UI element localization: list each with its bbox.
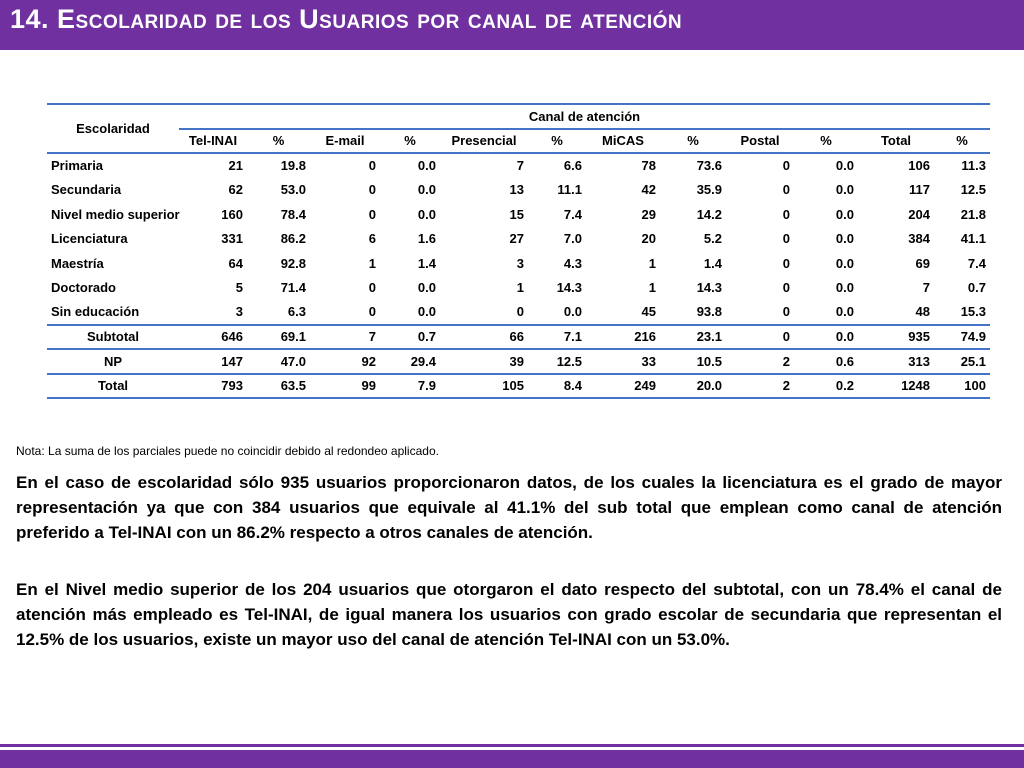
column-header: E-mail	[310, 129, 380, 154]
table-cell: 0.0	[835, 304, 854, 320]
row-label: Nivel medio superior	[51, 206, 180, 222]
footer-bar	[0, 750, 1024, 768]
table-row	[47, 178, 990, 203]
table-cell: 3	[235, 304, 243, 320]
table-cell: 29	[641, 206, 656, 222]
column-header: Tel-INAI	[179, 129, 247, 154]
table-cell: 27	[509, 231, 524, 247]
table-cell: 8.4	[528, 374, 586, 399]
table-column-header-row	[47, 129, 990, 154]
table-cell: 3	[516, 255, 524, 271]
table-cell: 66	[440, 325, 528, 350]
table-cell: 0.7	[967, 280, 986, 296]
table-cell: 646	[179, 325, 247, 350]
table-cell: 0.0	[835, 206, 854, 222]
table-cell: 20	[641, 231, 656, 247]
table-cell: 7.4	[967, 255, 986, 271]
table-cell: 13	[509, 182, 524, 198]
table-cell: 92.8	[280, 255, 306, 271]
table-cell: 117	[909, 182, 930, 198]
table-row	[47, 300, 990, 325]
table-cell: 47.0	[247, 349, 310, 374]
row-label: NP	[47, 349, 179, 374]
table-cell: 92	[310, 349, 380, 374]
table-row	[47, 325, 990, 350]
table-cell: 0.0	[794, 325, 858, 350]
table-cell: 5.2	[703, 231, 722, 247]
table-cell: 53.0	[280, 182, 306, 198]
table-cell: 0	[782, 304, 790, 320]
table-cell: 384	[908, 231, 930, 247]
table-cell: 0	[782, 280, 790, 296]
table-body	[47, 153, 990, 398]
table-cell: 39	[440, 349, 528, 374]
row-label: Total	[47, 374, 179, 399]
table-cell: 35.9	[696, 182, 722, 198]
table-row	[47, 374, 990, 399]
table-cell: 1248	[858, 374, 934, 399]
table-cell: 23.1	[660, 325, 726, 350]
schooling-table	[47, 103, 990, 399]
table-cell: 1.4	[703, 255, 722, 271]
table-cell: 793	[179, 374, 247, 399]
table-cell: 0	[782, 255, 790, 271]
column-header: %	[934, 129, 990, 154]
table-cell: 7	[922, 280, 930, 296]
table-cell: 160	[221, 206, 243, 222]
row-label: Doctorado	[51, 280, 116, 296]
column-header: Presencial	[440, 129, 528, 154]
column-header: MiCAS	[586, 129, 660, 154]
table-cell: 105	[440, 374, 528, 399]
table-cell: 14.3	[556, 280, 582, 296]
table-cell: 2	[726, 374, 794, 399]
table-cell: 11.1	[557, 182, 582, 198]
table-cell: 64	[228, 255, 243, 271]
row-label: Maestría	[51, 255, 104, 271]
table-row	[47, 276, 990, 301]
page-title: 14. Escolaridad de los Usuarios por canal de atención	[10, 4, 683, 34]
table-cell: 249	[586, 374, 660, 399]
table-cell: 0	[782, 182, 790, 198]
table-cell: 1.6	[417, 231, 436, 247]
table-cell: 0.0	[835, 231, 854, 247]
table-cell: 25.1	[934, 349, 990, 374]
paragraph-nivel-medio: En el Nivel medio superior de los 204 usuarios que otorgaron el dato respecto del subtotal, con un 78.4% el canal de atención más empleado es Tel-INAI, de igual manera los usuarios con grado escolar de secundaria que representan el 12.5% de los usuarios, existe un mayor uso del canal de atención Tel-INAI con un 53.0%.	[16, 580, 1002, 649]
table-cell: 7.4	[563, 206, 582, 222]
table-cell: 4.3	[563, 255, 582, 271]
table-cell: 1	[648, 255, 656, 271]
table-cell: 93.8	[696, 304, 722, 320]
table-cell: 147	[179, 349, 247, 374]
table-cell: 0	[782, 206, 790, 222]
table-cell: 99	[310, 374, 380, 399]
table-cell: 7.1	[528, 325, 586, 350]
table-cell: 15	[509, 206, 524, 222]
column-header: %	[380, 129, 440, 154]
table-cell: 0.0	[417, 158, 436, 174]
paragraph-licenciatura: En el caso de escolaridad sólo 935 usuarios proporcionaron datos, de los cuales la licenciatura es el grado de mayor representación ya que con 384 usuarios que equivale al 41.1% del sub total que emplean como canal de atención preferido a Tel-INAI con un 86.2% respecto a otros canales de atención.	[16, 473, 1002, 542]
table-cell: 6	[368, 231, 376, 247]
column-header: %	[247, 129, 310, 154]
column-group-header: Canal de atención	[528, 108, 641, 124]
table-cell: 106	[908, 158, 930, 174]
table-cell: 1.4	[417, 255, 436, 271]
table-cell: 78.4	[280, 206, 306, 222]
table-cell: 7.9	[380, 374, 440, 399]
table-cell: 41.1	[960, 231, 986, 247]
table-cell: 63.5	[247, 374, 310, 399]
table-cell: 62	[228, 182, 243, 198]
table-cell: 0	[782, 158, 790, 174]
table-cell: 6.3	[287, 304, 306, 320]
table-cell: 86.2	[280, 231, 306, 247]
table-cell: 0	[782, 231, 790, 247]
table-cell: 21.8	[960, 206, 986, 222]
row-label: Licenciatura	[51, 231, 128, 247]
table-cell: 313	[858, 349, 934, 374]
column-header: %	[794, 129, 858, 154]
title-bar	[0, 0, 1024, 50]
table-cell: 0.2	[794, 374, 858, 399]
table-cell: 12.5	[528, 349, 586, 374]
table-cell: 0.0	[835, 182, 854, 198]
table-cell: 0.0	[417, 182, 436, 198]
table-row	[47, 227, 990, 252]
table-cell: 7	[310, 325, 380, 350]
table-group-header-row	[47, 104, 990, 129]
table-cell: 15.3	[960, 304, 986, 320]
table-cell: 0	[726, 325, 794, 350]
table-cell: 331	[221, 231, 243, 247]
table-cell: 19.8	[280, 158, 306, 174]
table-cell: 0.0	[417, 280, 436, 296]
table-cell: 10.5	[660, 349, 726, 374]
table-cell: 204	[908, 206, 930, 222]
table-cell: 5	[235, 280, 243, 296]
table-cell: 42	[641, 182, 656, 198]
table-cell: 29.4	[380, 349, 440, 374]
table-cell: 0.0	[835, 158, 854, 174]
table-cell: 0.6	[794, 349, 858, 374]
table-cell: 14.2	[696, 206, 722, 222]
table-cell: 74.9	[934, 325, 990, 350]
table-cell: 14.3	[696, 280, 722, 296]
table-cell: 0	[368, 182, 376, 198]
table-cell: 0	[368, 280, 376, 296]
row-label: Secundaria	[51, 182, 122, 198]
table-cell: 1	[368, 255, 376, 271]
table-row	[47, 251, 990, 276]
table-cell: 33	[586, 349, 660, 374]
table-cell: 45	[641, 304, 656, 320]
table-cell: 0	[516, 304, 524, 320]
table-cell: 12.5	[960, 182, 986, 198]
table-cell: 6.6	[563, 158, 582, 174]
table-cell: 1	[516, 280, 524, 296]
table-cell: 0	[368, 304, 376, 320]
row-label: Primaria	[51, 158, 104, 174]
table-cell: 216	[586, 325, 660, 350]
table-cell: 48	[915, 304, 930, 320]
table-note: Nota: La suma de los parciales puede no coincidir debido al redondeo aplicado.	[16, 444, 439, 458]
column-header: Postal	[726, 129, 794, 154]
table-cell: 21	[228, 158, 243, 174]
row-label: Sin educación	[51, 304, 140, 320]
table-cell: 935	[858, 325, 934, 350]
table-cell: 100	[934, 374, 990, 399]
footer-rule	[0, 744, 1024, 747]
column-header-escolaridad: Escolaridad	[47, 104, 179, 153]
table-cell: 0.0	[835, 280, 854, 296]
column-header: Total	[858, 129, 934, 154]
table-cell: 2	[726, 349, 794, 374]
table-row	[47, 202, 990, 227]
table-cell: 69	[915, 255, 930, 271]
table-cell: 78	[641, 158, 656, 174]
table-cell: 0.0	[835, 255, 854, 271]
table-cell: 20.0	[660, 374, 726, 399]
table-cell: 73.6	[696, 158, 722, 174]
row-label: Subtotal	[47, 325, 179, 350]
table-cell: 11.3	[961, 158, 986, 174]
table-row	[47, 349, 990, 374]
table-cell: 0.0	[417, 304, 436, 320]
table-cell: 69.1	[247, 325, 310, 350]
table-cell: 0.0	[563, 304, 582, 320]
table-cell: 71.4	[280, 280, 306, 296]
table-cell: 0.7	[380, 325, 440, 350]
table-cell: 0.0	[417, 206, 436, 222]
column-header: %	[660, 129, 726, 154]
table-cell: 7.0	[563, 231, 582, 247]
table-cell: 0	[368, 158, 376, 174]
table-cell: 1	[648, 280, 656, 296]
table-cell: 0	[368, 206, 376, 222]
table-cell: 7	[516, 158, 524, 174]
column-header: %	[528, 129, 586, 154]
table-row	[47, 153, 990, 178]
